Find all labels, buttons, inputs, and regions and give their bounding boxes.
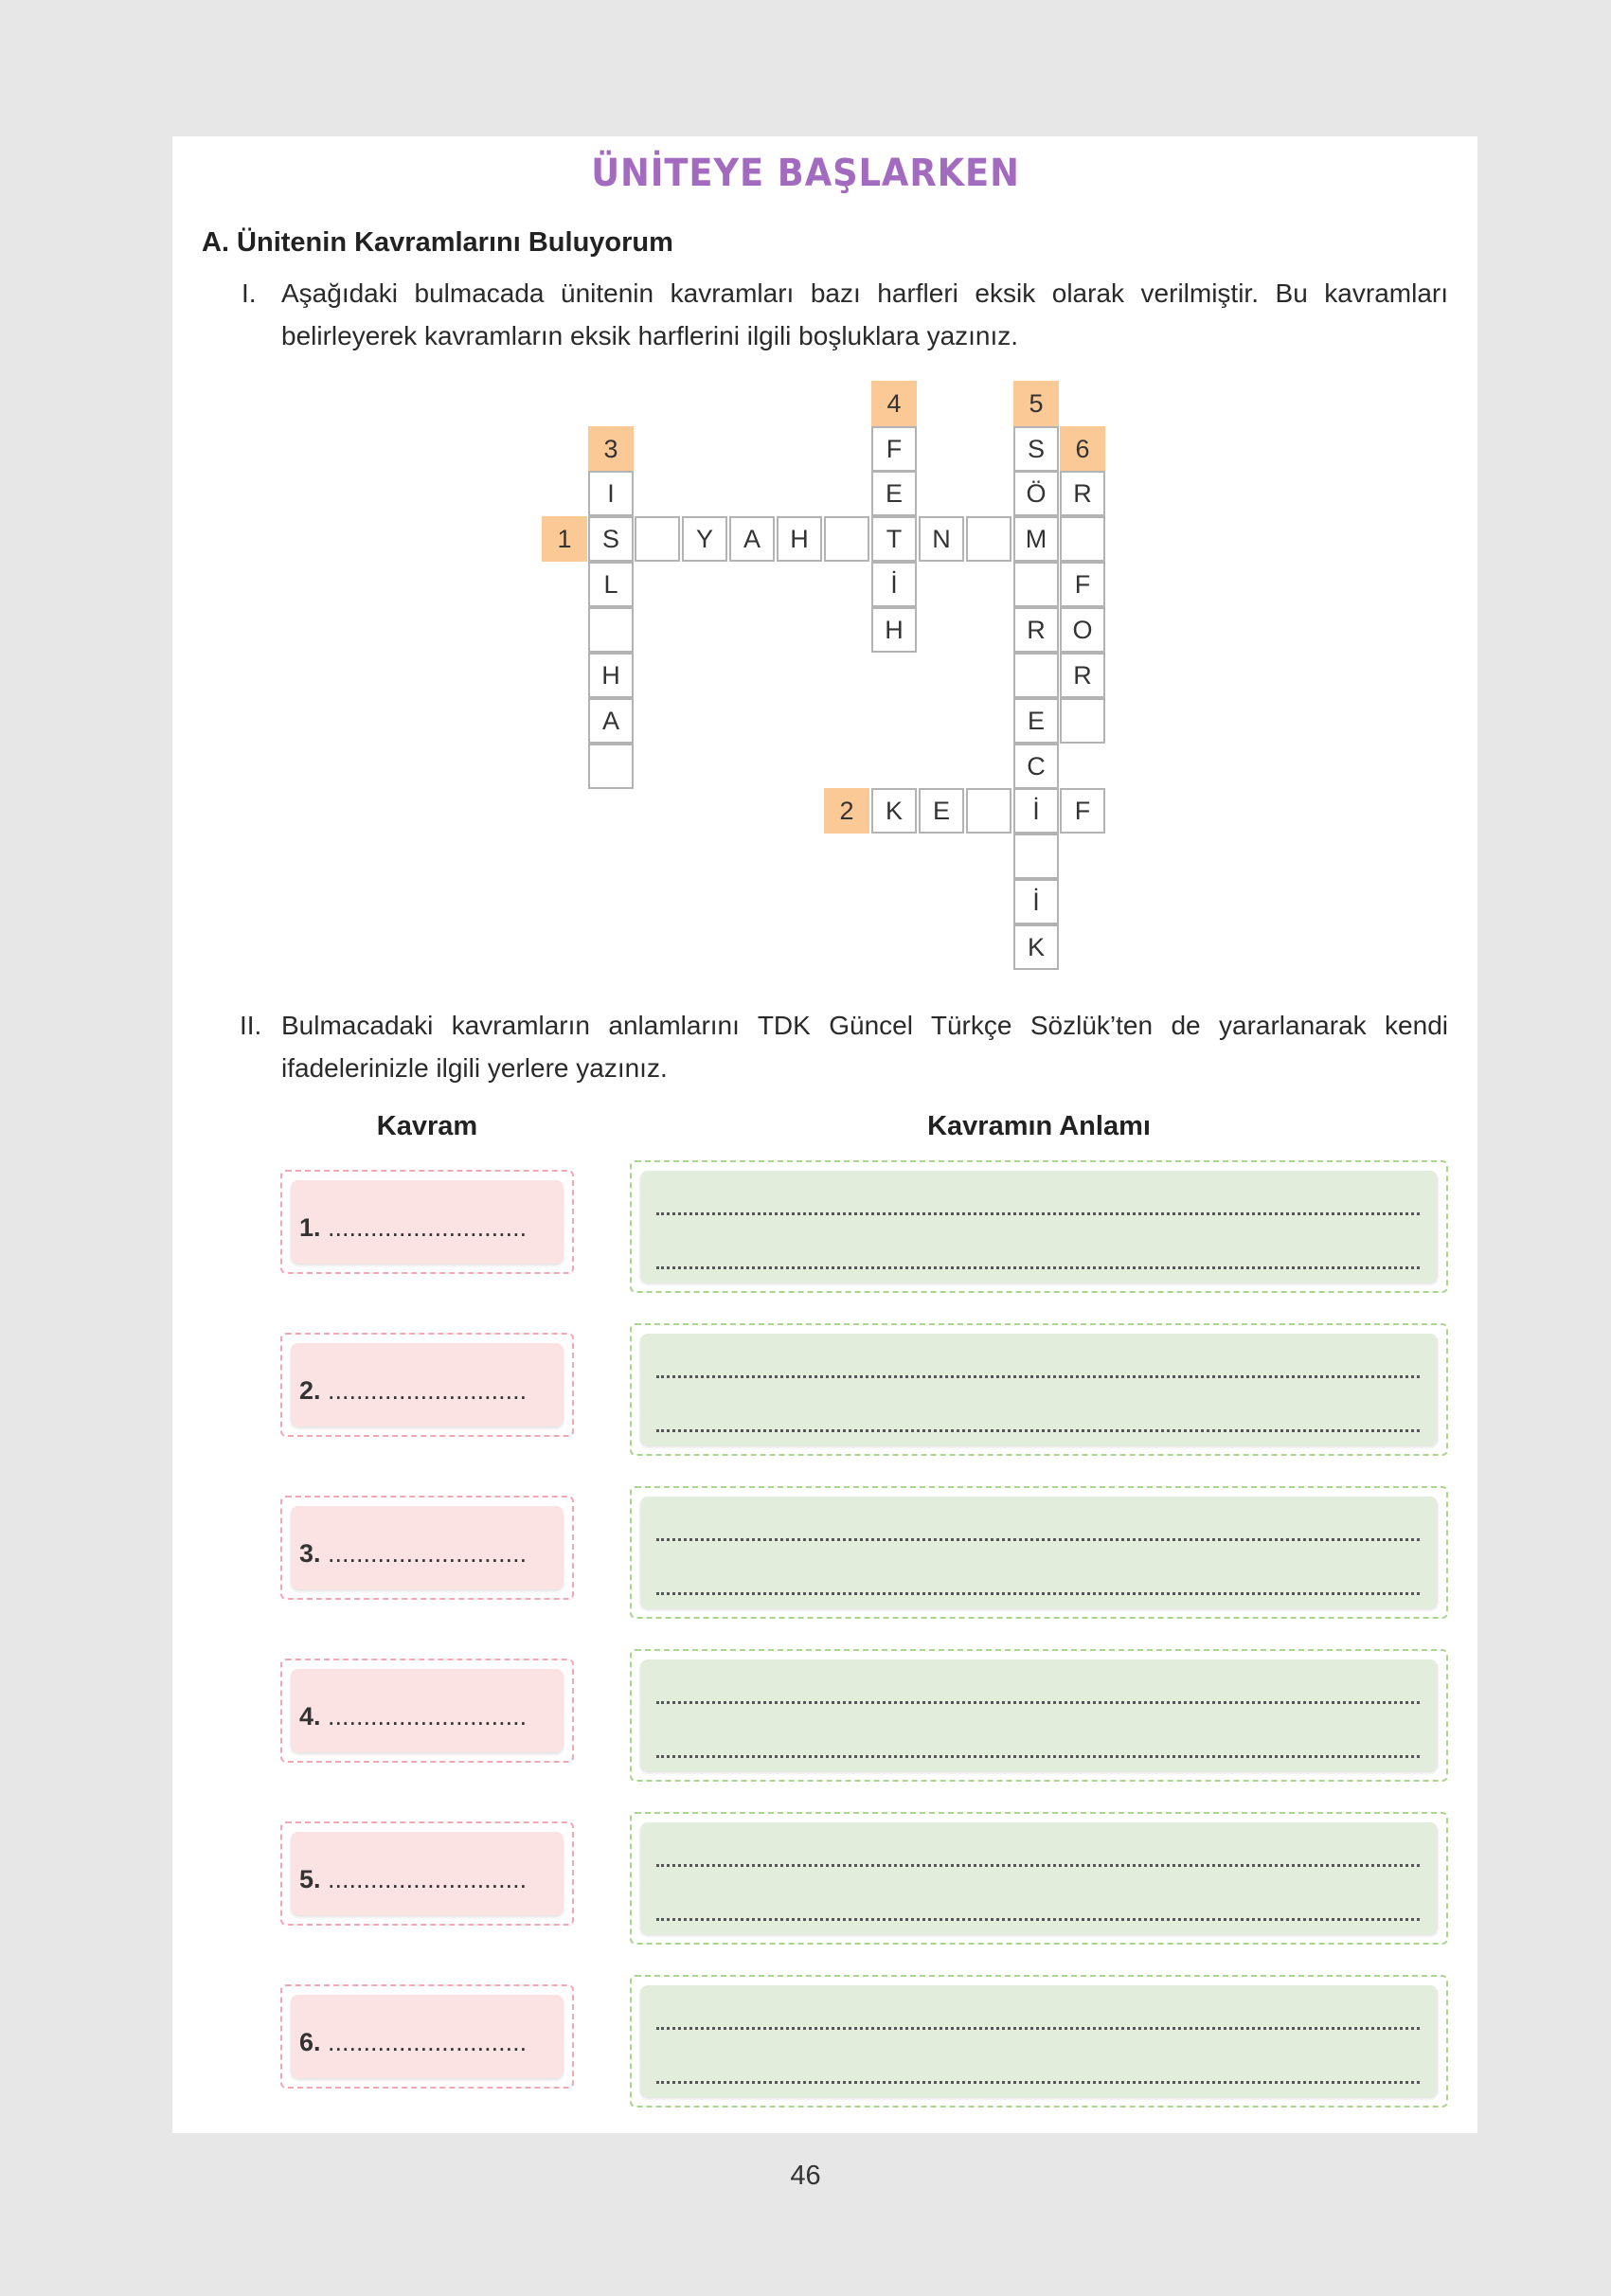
section-heading: A. Ünitenin Kavramlarını Buluyorum xyxy=(202,227,673,258)
crossword-cell[interactable]: H xyxy=(871,607,917,653)
column-header-anlam: Kavramın Anlamı xyxy=(927,1111,1151,1141)
crossword-cell[interactable]: Y xyxy=(682,516,727,562)
crossword-cell[interactable]: A xyxy=(588,698,634,744)
crossword-cell[interactable]: E xyxy=(871,471,917,516)
crossword-cell[interactable]: F xyxy=(871,426,917,472)
writing-line xyxy=(656,1755,1420,1758)
crossword-cell[interactable]: M xyxy=(1013,516,1059,562)
crossword-cell[interactable]: İ xyxy=(871,562,917,607)
concept-box-5[interactable] xyxy=(280,1821,574,1926)
writing-line xyxy=(656,1429,1420,1432)
concept-label-4 xyxy=(299,1702,527,1731)
crossword-cell[interactable] xyxy=(824,516,869,562)
meaning-box-2[interactable] xyxy=(630,1323,1448,1456)
crossword-number-4: 4 xyxy=(871,381,917,426)
crossword-number-5: 5 xyxy=(1013,381,1059,426)
crossword-cell[interactable]: A xyxy=(729,516,775,562)
meaning-box-6[interactable] xyxy=(630,1975,1448,2108)
concept-blank: ............................ xyxy=(328,1376,528,1405)
writing-line xyxy=(656,1918,1420,1921)
concept-label-1 xyxy=(299,1213,527,1243)
meaning-box-3[interactable] xyxy=(630,1486,1448,1619)
meaning-box-1[interactable] xyxy=(630,1160,1448,1293)
concept-blank: ............................ xyxy=(328,1865,528,1893)
concept-number: 2. xyxy=(299,1376,321,1405)
crossword-cell[interactable]: K xyxy=(1013,924,1059,970)
crossword-cell[interactable]: N xyxy=(919,516,964,562)
instruction-2-text: Bulmacadaki kavramların anlamlarını TDK Güncel Türkçe Sözlük’ten de yararlanarak kendi ifadelerinizle ilgili yerlere yazınız. xyxy=(281,1011,1448,1083)
crossword-cell[interactable] xyxy=(1060,516,1105,562)
writing-line xyxy=(656,1701,1420,1704)
concept-box-2[interactable] xyxy=(280,1333,574,1437)
page-title: ÜNİTEYE BAŞLARKEN xyxy=(591,152,1020,195)
writing-line xyxy=(656,1266,1420,1269)
concept-number: 4. xyxy=(299,1702,321,1731)
concept-label-3 xyxy=(299,1539,527,1569)
crossword-number-1: 1 xyxy=(542,516,587,562)
crossword-cell[interactable] xyxy=(1013,562,1059,607)
concept-number: 1. xyxy=(299,1213,321,1242)
crossword-number-6: 6 xyxy=(1060,426,1105,472)
instruction-1-number: I. xyxy=(242,278,257,308)
crossword-cell[interactable] xyxy=(588,744,634,789)
instruction-2 xyxy=(240,1004,1448,1089)
instruction-1-text: Aşağıdaki bulmacada ünitenin kavramları bazı harfleri eksik olarak verilmiştir. Bu kavramları belirleyerek kavramların eksik harflerini ilgili boşluklara yazınız. xyxy=(281,278,1448,350)
meaning-box-4[interactable] xyxy=(630,1649,1448,1782)
crossword-cell[interactable]: İ xyxy=(1013,788,1059,834)
writing-line xyxy=(656,1864,1420,1867)
concept-label-2 xyxy=(299,1376,527,1406)
crossword-cell[interactable] xyxy=(1013,834,1059,879)
instruction-2-number: II. xyxy=(240,1011,262,1040)
concept-box-6[interactable] xyxy=(280,1984,574,2089)
crossword-cell[interactable]: L xyxy=(588,562,634,607)
crossword-cell[interactable] xyxy=(1060,698,1105,744)
crossword-cell[interactable] xyxy=(1013,653,1059,698)
crossword-cell[interactable]: S xyxy=(588,516,634,562)
crossword-cell[interactable]: E xyxy=(919,788,964,834)
writing-line xyxy=(656,1538,1420,1541)
instruction-1 xyxy=(242,272,1448,357)
concept-blank: ............................ xyxy=(328,2028,528,2056)
crossword-cell[interactable]: R xyxy=(1060,471,1105,516)
concept-number: 5. xyxy=(299,1865,321,1893)
writing-line xyxy=(656,2081,1420,2084)
concept-blank: ............................ xyxy=(328,1213,528,1242)
crossword-cell[interactable]: E xyxy=(1013,698,1059,744)
concept-blank: ............................ xyxy=(328,1702,528,1731)
concept-box-3[interactable] xyxy=(280,1496,574,1600)
meaning-box-5[interactable] xyxy=(630,1812,1448,1945)
crossword-cell[interactable]: T xyxy=(871,516,917,562)
crossword-cell[interactable]: O xyxy=(1060,607,1105,653)
crossword-cell[interactable]: R xyxy=(1013,607,1059,653)
concept-blank: ............................ xyxy=(328,1539,528,1568)
crossword-cell[interactable] xyxy=(966,516,1011,562)
crossword-cell[interactable]: R xyxy=(1060,653,1105,698)
crossword-cell[interactable] xyxy=(966,788,1011,834)
crossword-number-2: 2 xyxy=(824,788,869,834)
crossword-cell[interactable]: F xyxy=(1060,562,1105,607)
concept-box-1[interactable] xyxy=(280,1170,574,1274)
crossword-cell[interactable]: F xyxy=(1060,788,1105,834)
concept-label-5 xyxy=(299,1865,527,1894)
crossword-cell[interactable] xyxy=(635,516,680,562)
crossword-cell[interactable] xyxy=(588,607,634,653)
writing-line xyxy=(656,1375,1420,1378)
crossword-cell[interactable]: S xyxy=(1013,426,1059,472)
crossword-cell[interactable]: K xyxy=(871,788,917,834)
concept-number: 6. xyxy=(299,2028,321,2056)
concept-label-6 xyxy=(299,2028,527,2057)
crossword-cell[interactable]: H xyxy=(588,653,634,698)
crossword-cell[interactable]: I xyxy=(588,471,634,516)
concept-number: 3. xyxy=(299,1539,321,1568)
crossword-cell[interactable]: H xyxy=(777,516,822,562)
writing-line xyxy=(656,1592,1420,1595)
crossword-number-3: 3 xyxy=(588,426,634,472)
concept-box-4[interactable] xyxy=(280,1659,574,1763)
writing-line xyxy=(656,2027,1420,2030)
crossword-cell[interactable]: İ xyxy=(1013,879,1059,924)
crossword-cell[interactable]: C xyxy=(1013,744,1059,789)
column-header-kavram: Kavram xyxy=(376,1111,478,1141)
page-number: 46 xyxy=(790,2161,821,2191)
crossword-cell[interactable]: Ö xyxy=(1013,471,1059,516)
writing-line xyxy=(656,1212,1420,1215)
